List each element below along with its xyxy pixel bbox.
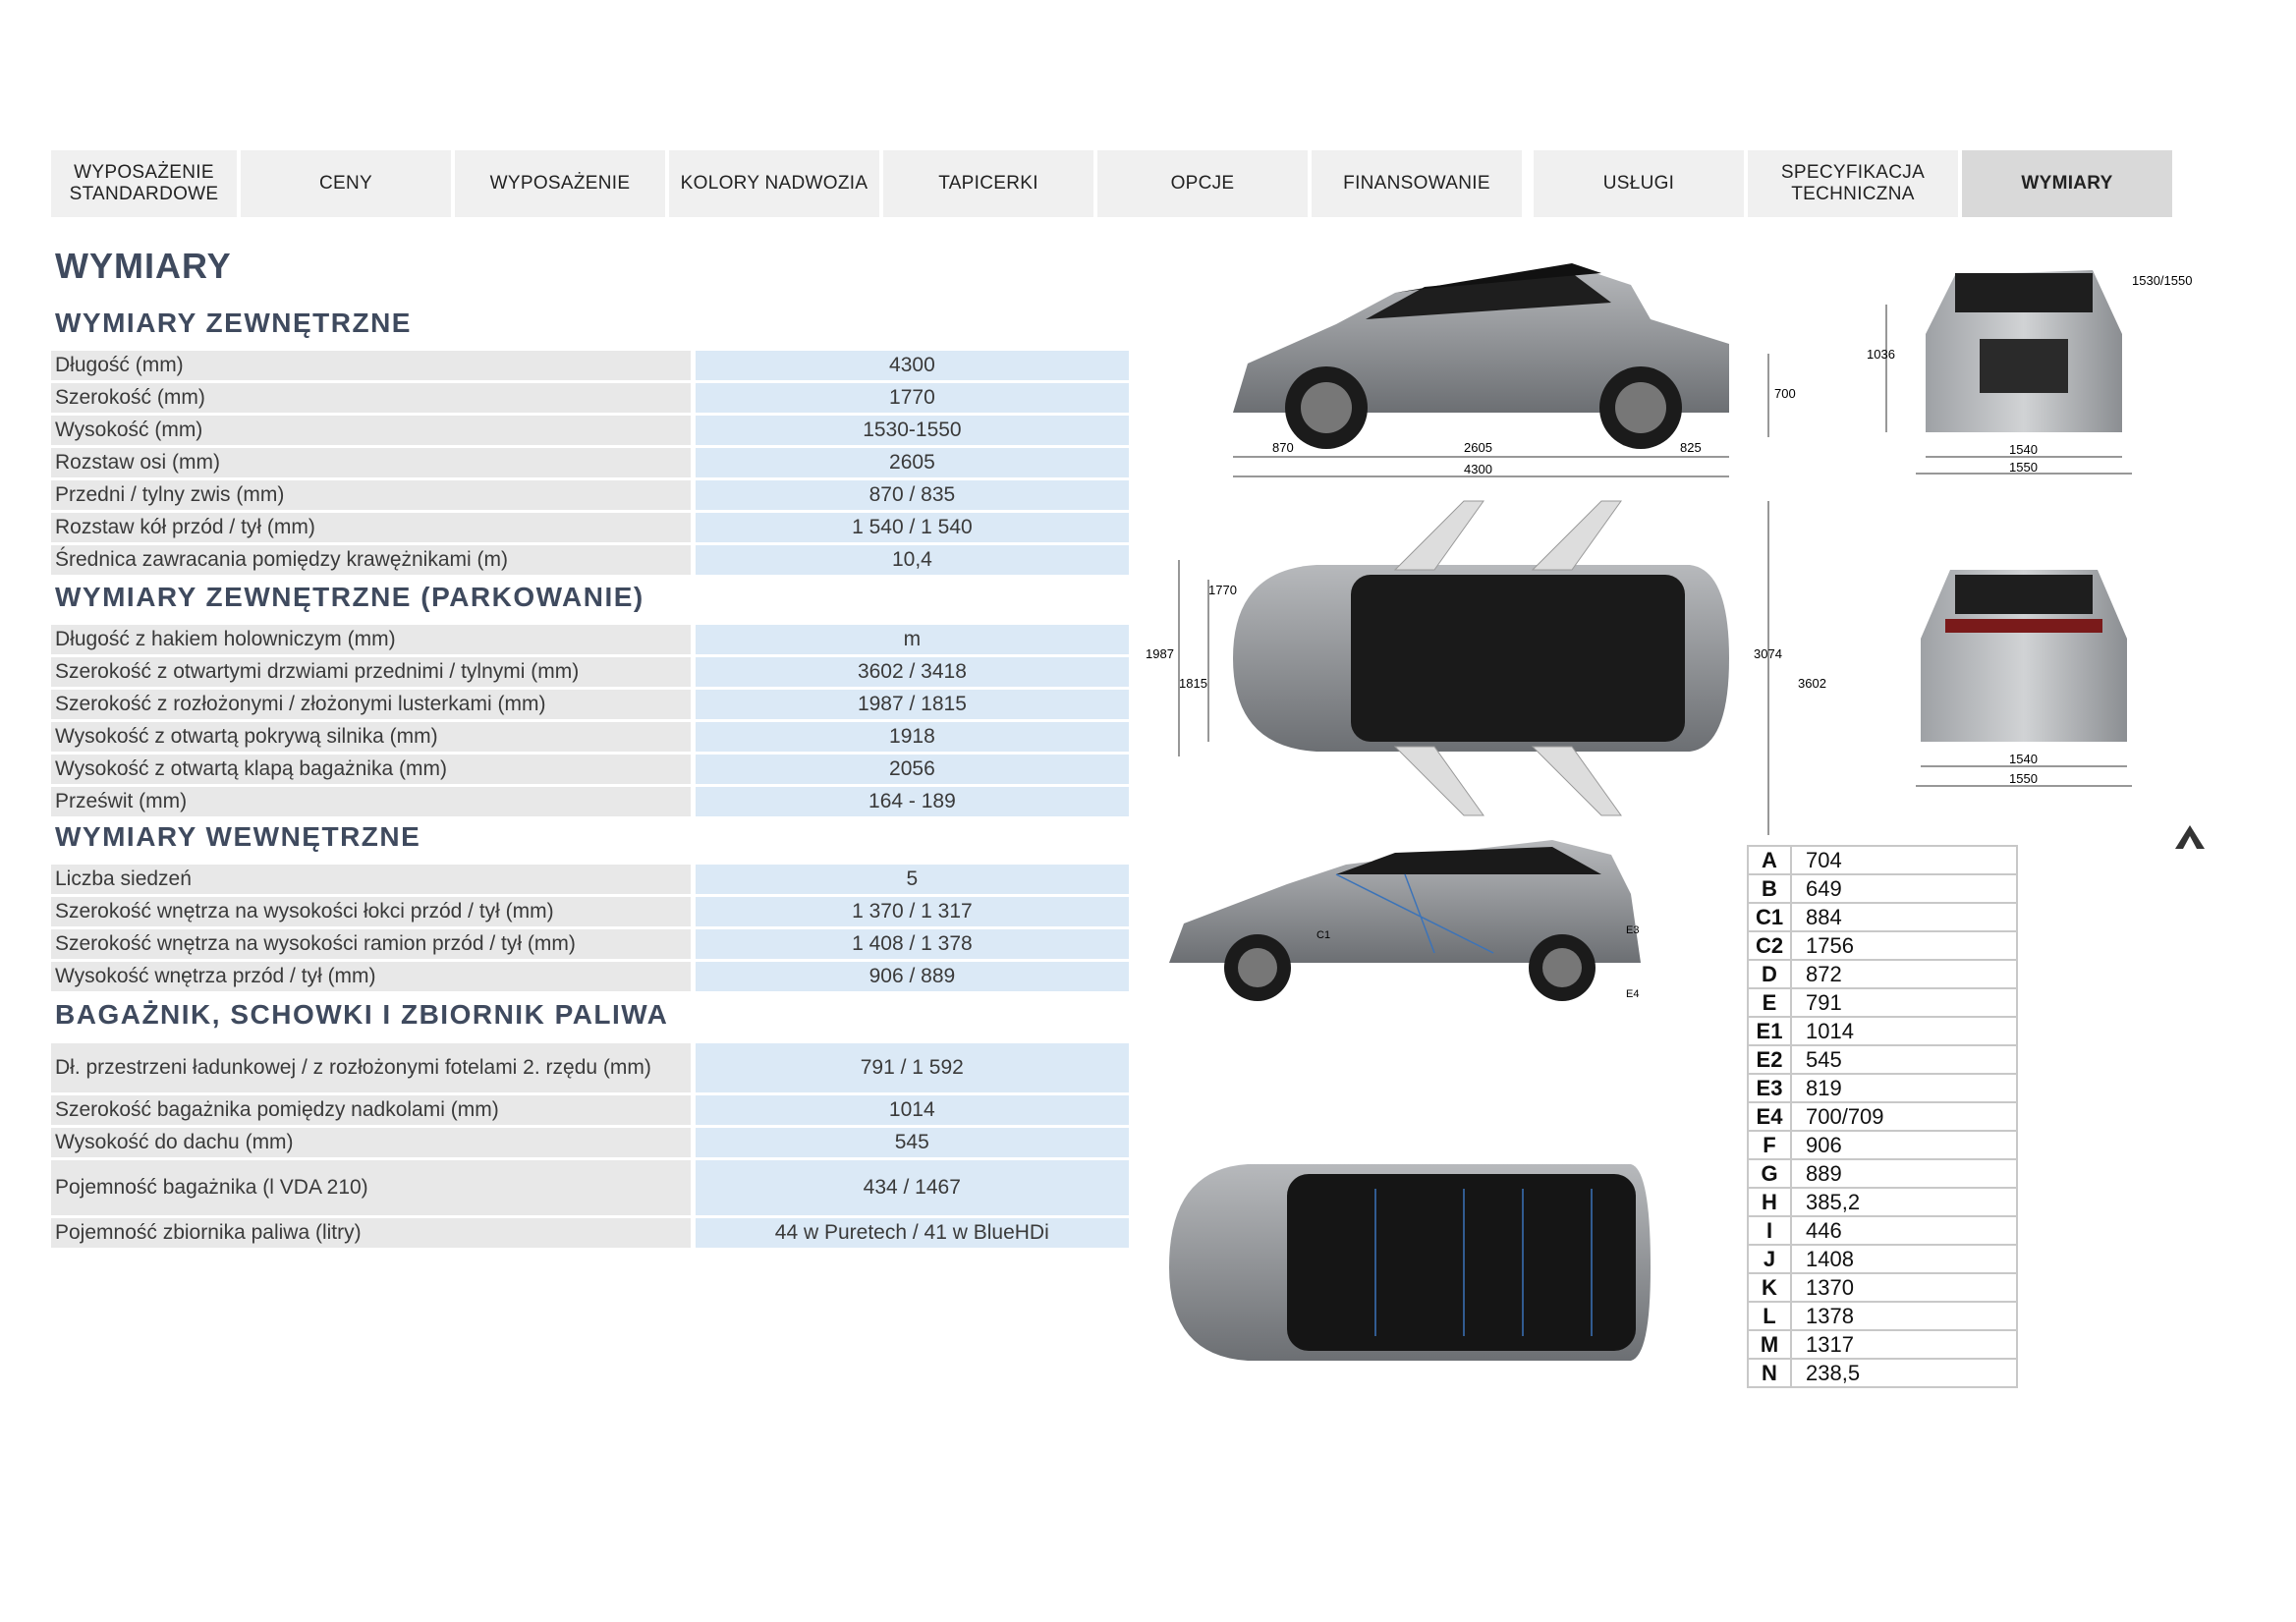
legend-value: 889	[1791, 1159, 2017, 1188]
row-label: Pojemność bagażnika (l VDA 210)	[51, 1160, 691, 1215]
legend-key: D	[1748, 960, 1791, 988]
car-dimension-diagrams	[1140, 246, 2220, 1405]
legend-row	[1748, 903, 2017, 931]
legend-row	[1748, 1330, 2017, 1359]
row-value: 5	[691, 865, 1129, 894]
legend-value: 791	[1791, 988, 2017, 1017]
legend-value: 872	[1791, 960, 2017, 988]
legend-value: 906	[1791, 1131, 2017, 1159]
table-row	[51, 657, 1129, 687]
interior-dim-label: C1	[1316, 929, 1331, 941]
legend-key: M	[1748, 1330, 1791, 1359]
legend-row	[1748, 874, 2017, 903]
row-label: Prześwit (mm)	[51, 787, 691, 816]
row-value: 44 w Puretech / 41 w BlueHDi	[691, 1218, 1129, 1248]
page-title: WYMIARY	[55, 246, 232, 286]
top-dim-label: 1815	[1179, 676, 1207, 691]
legend-row	[1748, 1216, 2017, 1245]
legend-value: 1408	[1791, 1245, 2017, 1273]
rear-dim-label: 1540	[2009, 752, 2038, 766]
table-row	[51, 351, 1129, 380]
legend-row	[1748, 1273, 2017, 1302]
top-dim-label: 3074	[1754, 646, 1782, 661]
legend-row	[1748, 1017, 2017, 1045]
side-dim-label: 2605	[1464, 440, 1492, 455]
legend-value: 649	[1791, 874, 2017, 903]
table-row	[51, 690, 1129, 719]
legend-row	[1748, 1188, 2017, 1216]
legend-key: E4	[1748, 1102, 1791, 1131]
front-dim-label: 1530/1550	[2132, 273, 2193, 288]
row-label: Dł. przestrzeni ładunkowej / z rozłożonymi fotelami 2. rzędu (mm)	[51, 1043, 691, 1092]
legend-row	[1748, 988, 2017, 1017]
row-value: 1918	[691, 722, 1129, 752]
table-row	[51, 962, 1129, 991]
row-value: 1 408 / 1 378	[691, 929, 1129, 959]
tab-kolory-nadwozia[interactable]: KOLORY NADWOZIA	[669, 150, 879, 217]
side-dim-label: 4300	[1464, 462, 1492, 476]
row-label: Średnica zawracania pomiędzy krawężnikami (m)	[51, 545, 691, 575]
row-label: Rozstaw osi (mm)	[51, 448, 691, 477]
table-row	[51, 865, 1129, 894]
side-view-car	[1233, 263, 1796, 476]
section-title-exterior: WYMIARY ZEWNĘTRZNE	[55, 308, 412, 338]
legend-row	[1748, 931, 2017, 960]
row-label: Szerokość (mm)	[51, 383, 691, 413]
row-label: Szerokość z otwartymi drzwiami przednimi / tylnymi (mm)	[51, 657, 691, 687]
legend-value: 704	[1791, 846, 2017, 874]
legend-value: 1317	[1791, 1330, 2017, 1359]
tab-bar	[51, 150, 2229, 217]
row-value: 1770	[691, 383, 1129, 413]
legend-value: 545	[1791, 1045, 2017, 1074]
tab-wyposażenie-standardowe[interactable]: WYPOSAŻENIE STANDARDOWE	[51, 150, 237, 217]
table-row	[51, 625, 1129, 654]
table-row	[51, 545, 1129, 575]
legend-key: N	[1748, 1359, 1791, 1387]
row-value: 545	[691, 1128, 1129, 1157]
row-label: Wysokość do dachu (mm)	[51, 1128, 691, 1157]
parking-table	[51, 622, 1129, 819]
tab-opcje[interactable]: OPCJE	[1097, 150, 1308, 217]
top-interior-view-car	[1169, 1164, 1651, 1361]
row-value: 164 - 189	[691, 787, 1129, 816]
legend-key: L	[1748, 1302, 1791, 1330]
side-dim-label: 870	[1272, 440, 1294, 455]
tab-specyfikacja-techniczna[interactable]: SPECYFIKACJA TECHNICZNA	[1748, 150, 1958, 217]
legend-row	[1748, 846, 2017, 874]
legend-key: E	[1748, 988, 1791, 1017]
table-row	[51, 448, 1129, 477]
legend-value: 1370	[1791, 1273, 2017, 1302]
table-row	[51, 383, 1129, 413]
section-title-parking: WYMIARY ZEWNĘTRZNE (PARKOWANIE)	[55, 582, 644, 612]
row-label: Długość z hakiem holowniczym (mm)	[51, 625, 691, 654]
legend-row	[1748, 1159, 2017, 1188]
table-row	[51, 1160, 1129, 1215]
legend-key: I	[1748, 1216, 1791, 1245]
row-label: Wysokość z otwartą pokrywą silnika (mm)	[51, 722, 691, 752]
legend-value: 1014	[1791, 1017, 2017, 1045]
row-value: 434 / 1467	[691, 1160, 1129, 1215]
table-row	[51, 787, 1129, 816]
row-value: 3602 / 3418	[691, 657, 1129, 687]
row-label: Wysokość z otwartą klapą bagażnika (mm)	[51, 755, 691, 784]
table-row	[51, 1043, 1129, 1092]
table-row	[51, 480, 1129, 510]
row-label: Długość (mm)	[51, 351, 691, 380]
legend-row	[1748, 1045, 2017, 1074]
top-dim-label: 1987	[1146, 646, 1174, 661]
tab-usługi[interactable]: USŁUGI	[1534, 150, 1744, 217]
top-view-car	[1146, 501, 1826, 835]
row-value: 906 / 889	[691, 962, 1129, 991]
legend-row	[1748, 960, 2017, 988]
tab-tapicerki[interactable]: TAPICERKI	[883, 150, 1093, 217]
luggage-table	[51, 1040, 1129, 1251]
row-label: Pojemność zbiornika paliwa (litry)	[51, 1218, 691, 1248]
row-value: 1530-1550	[691, 416, 1129, 445]
table-row	[51, 722, 1129, 752]
legend-key: C1	[1748, 903, 1791, 931]
row-label: Szerokość bagażnika pomiędzy nadkolami (mm)	[51, 1095, 691, 1125]
legend-value: 884	[1791, 903, 2017, 931]
section-title-interior: WYMIARY WEWNĘTRZNE	[55, 821, 421, 852]
table-row	[51, 513, 1129, 542]
legend-row	[1748, 1245, 2017, 1273]
legend-row	[1748, 1359, 2017, 1387]
interior-dim-label: E4	[1626, 988, 1640, 1000]
peugeot-logo-icon	[2173, 823, 2207, 851]
interior-table	[51, 862, 1129, 994]
legend-row	[1748, 1302, 2017, 1330]
side-dim-label: 700	[1774, 386, 1796, 401]
row-value: 2605	[691, 448, 1129, 477]
row-label: Rozstaw kół przód / tył (mm)	[51, 513, 691, 542]
top-dim-label: 3602	[1798, 676, 1826, 691]
legend-value: 385,2	[1791, 1188, 2017, 1216]
legend-row	[1748, 1074, 2017, 1102]
legend-key: K	[1748, 1273, 1791, 1302]
row-label: Wysokość (mm)	[51, 416, 691, 445]
section-title-luggage: BAGAŻNIK, SCHOWKI I ZBIORNIK PALIWA	[55, 999, 669, 1030]
row-value: 10,4	[691, 545, 1129, 575]
legend-value: 446	[1791, 1216, 2017, 1245]
row-value: 1 370 / 1 317	[691, 897, 1129, 926]
table-row	[51, 1095, 1129, 1125]
legend-value: 1756	[1791, 931, 2017, 960]
row-label: Przedni / tylny zwis (mm)	[51, 480, 691, 510]
rear-dim-label: 1550	[2009, 771, 2038, 786]
interior-side-view-car	[1169, 840, 1641, 1001]
legend-row	[1748, 1131, 2017, 1159]
table-row	[51, 416, 1129, 445]
exterior-table	[51, 348, 1129, 578]
row-value: 4300	[691, 351, 1129, 380]
front-dim-label: 1540	[2009, 442, 2038, 457]
top-dim-label: 1770	[1208, 583, 1237, 597]
table-row	[51, 897, 1129, 926]
legend-value: 700/709	[1791, 1102, 2017, 1131]
row-label: Szerokość wnętrza na wysokości łokci przód / tył (mm)	[51, 897, 691, 926]
row-value: 870 / 835	[691, 480, 1129, 510]
row-label: Szerokość z rozłożonymi / złożonymi lusterkami (mm)	[51, 690, 691, 719]
row-value: 2056	[691, 755, 1129, 784]
row-value: m	[691, 625, 1129, 654]
legend-value: 238,5	[1791, 1359, 2017, 1387]
tab-finansowanie[interactable]: FINANSOWANIE	[1312, 150, 1522, 217]
table-row	[51, 1218, 1129, 1248]
side-dim-label: 825	[1680, 440, 1702, 455]
front-view-car	[1867, 270, 2192, 475]
legend-key: G	[1748, 1159, 1791, 1188]
row-value: 791 / 1 592	[691, 1043, 1129, 1092]
dimension-legend-table	[1747, 845, 2018, 1388]
legend-value: 1378	[1791, 1302, 2017, 1330]
legend-key: E3	[1748, 1074, 1791, 1102]
row-value: 1014	[691, 1095, 1129, 1125]
table-row	[51, 1128, 1129, 1157]
row-label: Szerokość wnętrza na wysokości ramion przód / tył (mm)	[51, 929, 691, 959]
legend-key: E1	[1748, 1017, 1791, 1045]
rear-view-car	[1916, 570, 2132, 786]
legend-key: H	[1748, 1188, 1791, 1216]
tab-wyposażenie[interactable]: WYPOSAŻENIE	[455, 150, 665, 217]
legend-key: J	[1748, 1245, 1791, 1273]
legend-key: C2	[1748, 931, 1791, 960]
front-dim-label: 1550	[2009, 460, 2038, 475]
legend-key: B	[1748, 874, 1791, 903]
interior-dim-label: E3	[1626, 924, 1640, 936]
table-row	[51, 755, 1129, 784]
legend-key: E2	[1748, 1045, 1791, 1074]
row-value: 1 540 / 1 540	[691, 513, 1129, 542]
front-dim-label: 1036	[1867, 347, 1895, 362]
row-label: Wysokość wnętrza przód / tył (mm)	[51, 962, 691, 991]
table-row	[51, 929, 1129, 959]
legend-row	[1748, 1102, 2017, 1131]
legend-key: F	[1748, 1131, 1791, 1159]
tab-ceny[interactable]: CENY	[241, 150, 451, 217]
legend-value: 819	[1791, 1074, 2017, 1102]
tab-wymiary[interactable]: WYMIARY	[1962, 150, 2172, 217]
row-label: Liczba siedzeń	[51, 865, 691, 894]
legend-key: A	[1748, 846, 1791, 874]
row-value: 1987 / 1815	[691, 690, 1129, 719]
